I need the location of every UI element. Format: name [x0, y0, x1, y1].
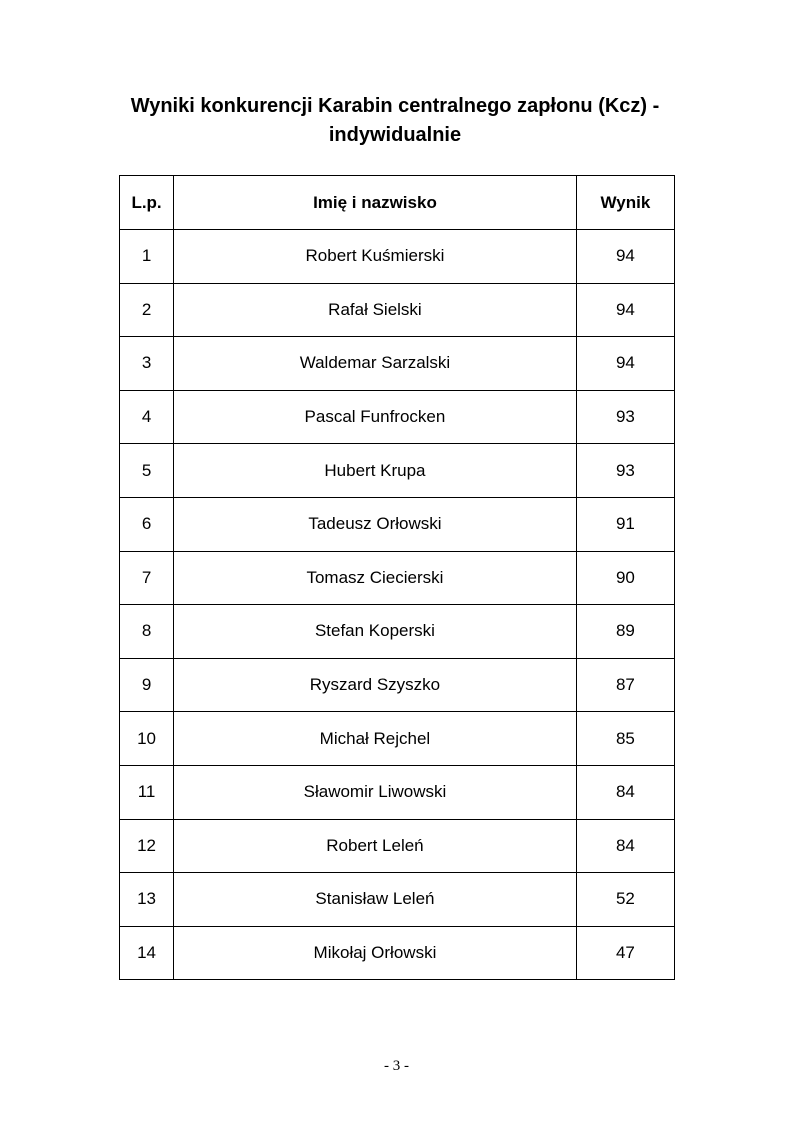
cell-score: 84: [576, 765, 674, 819]
table-row: [120, 230, 675, 284]
cell-name: Waldemar Sarzalski: [174, 337, 577, 391]
header-name: Imię i nazwisko: [174, 176, 577, 230]
cell-score: 94: [576, 230, 674, 284]
cell-name: Stanisław Leleń: [174, 873, 577, 927]
table-row: [120, 605, 675, 659]
page-number: - 3 -: [384, 1058, 409, 1074]
cell-name: Sławomir Liwowski: [174, 765, 577, 819]
cell-name: Ryszard Szyszko: [174, 658, 577, 712]
cell-score: 47: [576, 926, 674, 980]
table-row: [120, 551, 675, 605]
cell-lp: 5: [120, 444, 174, 498]
cell-name: Pascal Funfrocken: [174, 390, 577, 444]
cell-lp: 3: [120, 337, 174, 391]
cell-lp: 6: [120, 497, 174, 551]
cell-lp: 1: [120, 230, 174, 284]
cell-lp: 10: [120, 712, 174, 766]
cell-name: Rafał Sielski: [174, 283, 577, 337]
cell-lp: 7: [120, 551, 174, 605]
table-row: [120, 765, 675, 819]
cell-name: Robert Leleń: [174, 819, 577, 873]
cell-score: 91: [576, 497, 674, 551]
table-body: [120, 230, 675, 980]
table-row: [120, 819, 675, 873]
cell-name: Stefan Koperski: [174, 605, 577, 659]
cell-name: Hubert Krupa: [174, 444, 577, 498]
cell-lp: 9: [120, 658, 174, 712]
table-row: [120, 926, 675, 980]
table-row: [120, 712, 675, 766]
table-row: [120, 658, 675, 712]
table-header-row: [120, 176, 675, 230]
cell-lp: 12: [120, 819, 174, 873]
cell-score: 52: [576, 873, 674, 927]
table-row: [120, 337, 675, 391]
table-row: [120, 283, 675, 337]
cell-name: Michał Rejchel: [174, 712, 577, 766]
cell-score: 94: [576, 283, 674, 337]
header-score: Wynik: [576, 176, 674, 230]
cell-score: 87: [576, 658, 674, 712]
table-row: [120, 390, 675, 444]
table-row: [120, 497, 675, 551]
cell-lp: 4: [120, 390, 174, 444]
cell-name: Mikołaj Orłowski: [174, 926, 577, 980]
cell-score: 84: [576, 819, 674, 873]
table-row: [120, 873, 675, 927]
cell-score: 89: [576, 605, 674, 659]
cell-lp: 11: [120, 765, 174, 819]
cell-name: Robert Kuśmierski: [174, 230, 577, 284]
cell-name: Tomasz Ciecierski: [174, 551, 577, 605]
cell-lp: 8: [120, 605, 174, 659]
cell-lp: 13: [120, 873, 174, 927]
cell-lp: 2: [120, 283, 174, 337]
results-table: [119, 175, 675, 980]
cell-name: Tadeusz Orłowski: [174, 497, 577, 551]
page-title: Wyniki konkurencji Karabin centralnego zapłonu (Kcz) - indywidualnie: [130, 95, 660, 146]
cell-score: 90: [576, 551, 674, 605]
cell-score: 85: [576, 712, 674, 766]
cell-score: 94: [576, 337, 674, 391]
header-lp: L.p.: [120, 176, 174, 230]
table-row: [120, 444, 675, 498]
cell-score: 93: [576, 444, 674, 498]
cell-score: 93: [576, 390, 674, 444]
cell-lp: 14: [120, 926, 174, 980]
